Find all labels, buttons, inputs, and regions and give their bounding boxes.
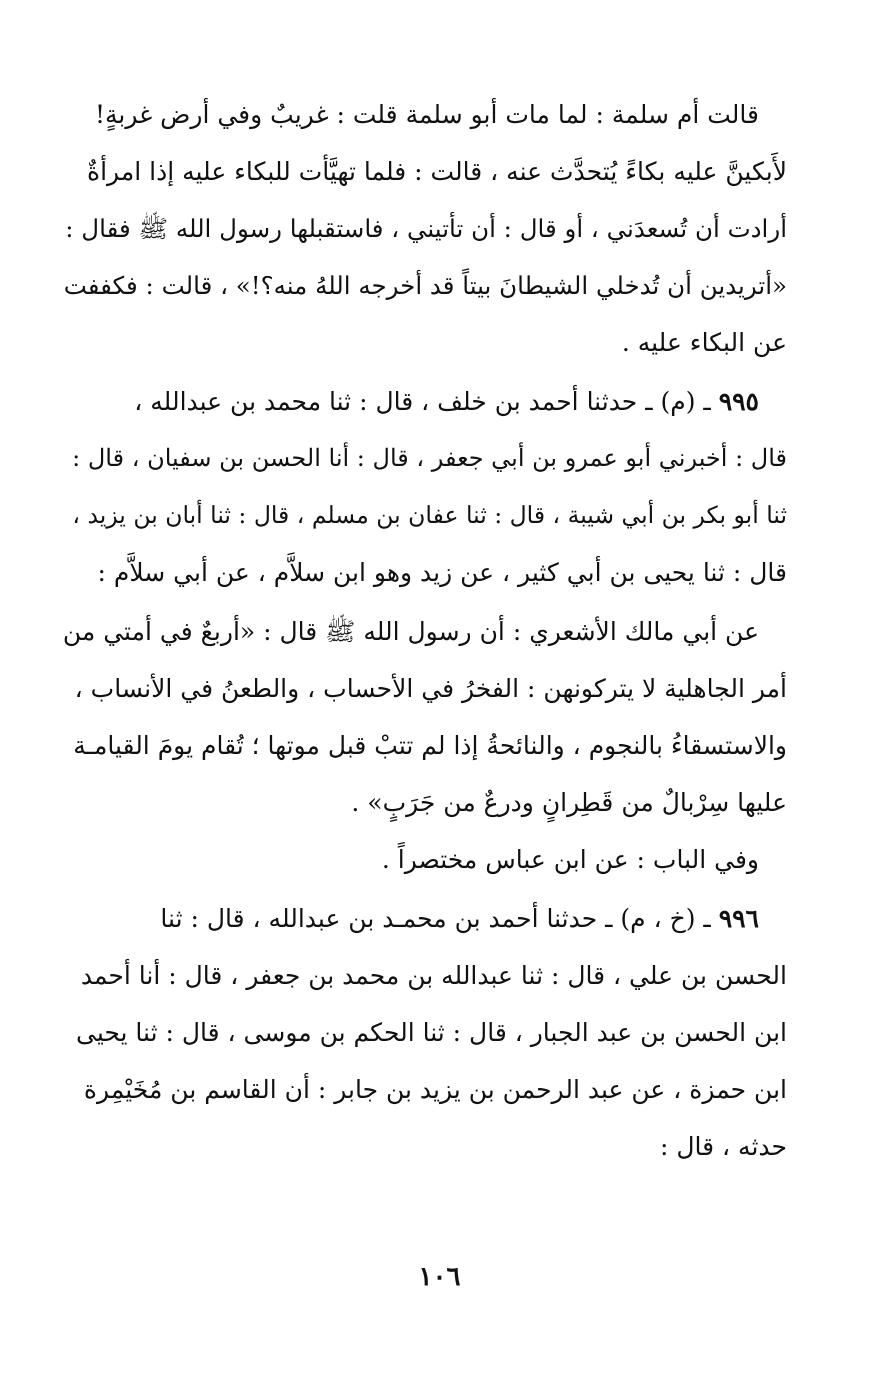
text-line: وفي الباب : عن ابن عباس مختصراً . [381, 845, 759, 874]
text-line: أرادت أن تُسعدَني ، أو قال : أن تأتيني ، فاستقبلها رسول الله ﷺ فقال : [65, 214, 787, 243]
text-line-content: ـ (م) ـ حدثنا أحمد بن خلف ، قال : ثنا محمد بن عبدالله ، [134, 387, 711, 416]
hadith-number: ٩٩٥ [718, 387, 759, 416]
text-line: قال : أخبرني أبو عمرو بن أبي جعفر ، قال : أنا الحسن بن سفيان ، قال : [72, 444, 787, 472]
text-line: ابن حمزة ، عن عبد الرحمن بن يزيد بن جابر : أن القاسم بن مُخَيْمِرة [83, 1075, 787, 1104]
paragraph-hadith-996 [60, 890, 787, 1175]
text-line: ثنا أبو بكر بن أبي شيبة ، قال : ثنا عفان بن مسلم ، قال : ثنا أبان بن يزيد ، [72, 501, 787, 529]
text-line-content: ـ (خ ، م) ـ حدثنا أحمد بن محمـد بن عبدالله ، قال : ثنا [160, 904, 711, 933]
text-line: قال : ثنا يحيى بن أبي كثير ، عن زيد وهو ابن سلاَّم ، عن أبي سلاَّم : [97, 558, 787, 587]
paragraph-hadith-995 [60, 373, 787, 601]
text-line: «أتريدين أن تُدخلي الشيطانَ بيتاً قد أخرجه اللهُ منه؟!» ، قالت : فكففت [63, 271, 787, 300]
text-line: ابن الحسن بن عبد الجبار ، قال : ثنا الحكم بن موسى ، قال : ثنا يحيى [75, 1018, 787, 1047]
text-line: أمر الجاهلية لا يتركونهن : الفخرُ في الأحساب ، والطعنُ في الأنساب ، [74, 674, 787, 703]
paragraph-abu-malik [60, 603, 787, 831]
text-line [60, 373, 787, 430]
text-line: لأَبكينَّ عليه بكاءً يُتحدَّث عنه ، قالت : فلما تهيَّأت للبكاء عليه إذا امرأةٌ [87, 157, 787, 186]
text-line: عن أبي مالك الأشعري : أن رسول الله ﷺ قال : «أربعٌ في أمتي من [62, 617, 759, 646]
text-line: الحسن بن علي ، قال : ثنا عبدالله بن محمد بن جعفر ، قال : أنا أحمد [80, 961, 787, 990]
text-line [60, 890, 787, 947]
hadith-number: ٩٩٦ [718, 904, 759, 933]
paragraph-umm-salama [60, 86, 787, 371]
text-line: عليها سِرْبالٌ من قَطِرانٍ ودرعٌ من جَرَبٍ» . [351, 788, 787, 817]
page-number: ١٠٦ [418, 1262, 461, 1292]
page-body-text [60, 86, 787, 1175]
text-line: عن البكاء عليه . [621, 328, 787, 357]
text-line: قالت أم سلمة : لما مات أبو سلمة قلت : غريبٌ وفي أرض غربةٍ! [94, 100, 759, 129]
text-line: والاستسقاءُ بالنجوم ، والنائحةُ إذا لم تتبْ قبل موتها ؛ تُقام يومَ القيامـة [73, 731, 787, 760]
paragraph-in-the-chapter [60, 831, 787, 888]
text-line: حدثه ، قال : [659, 1132, 787, 1161]
